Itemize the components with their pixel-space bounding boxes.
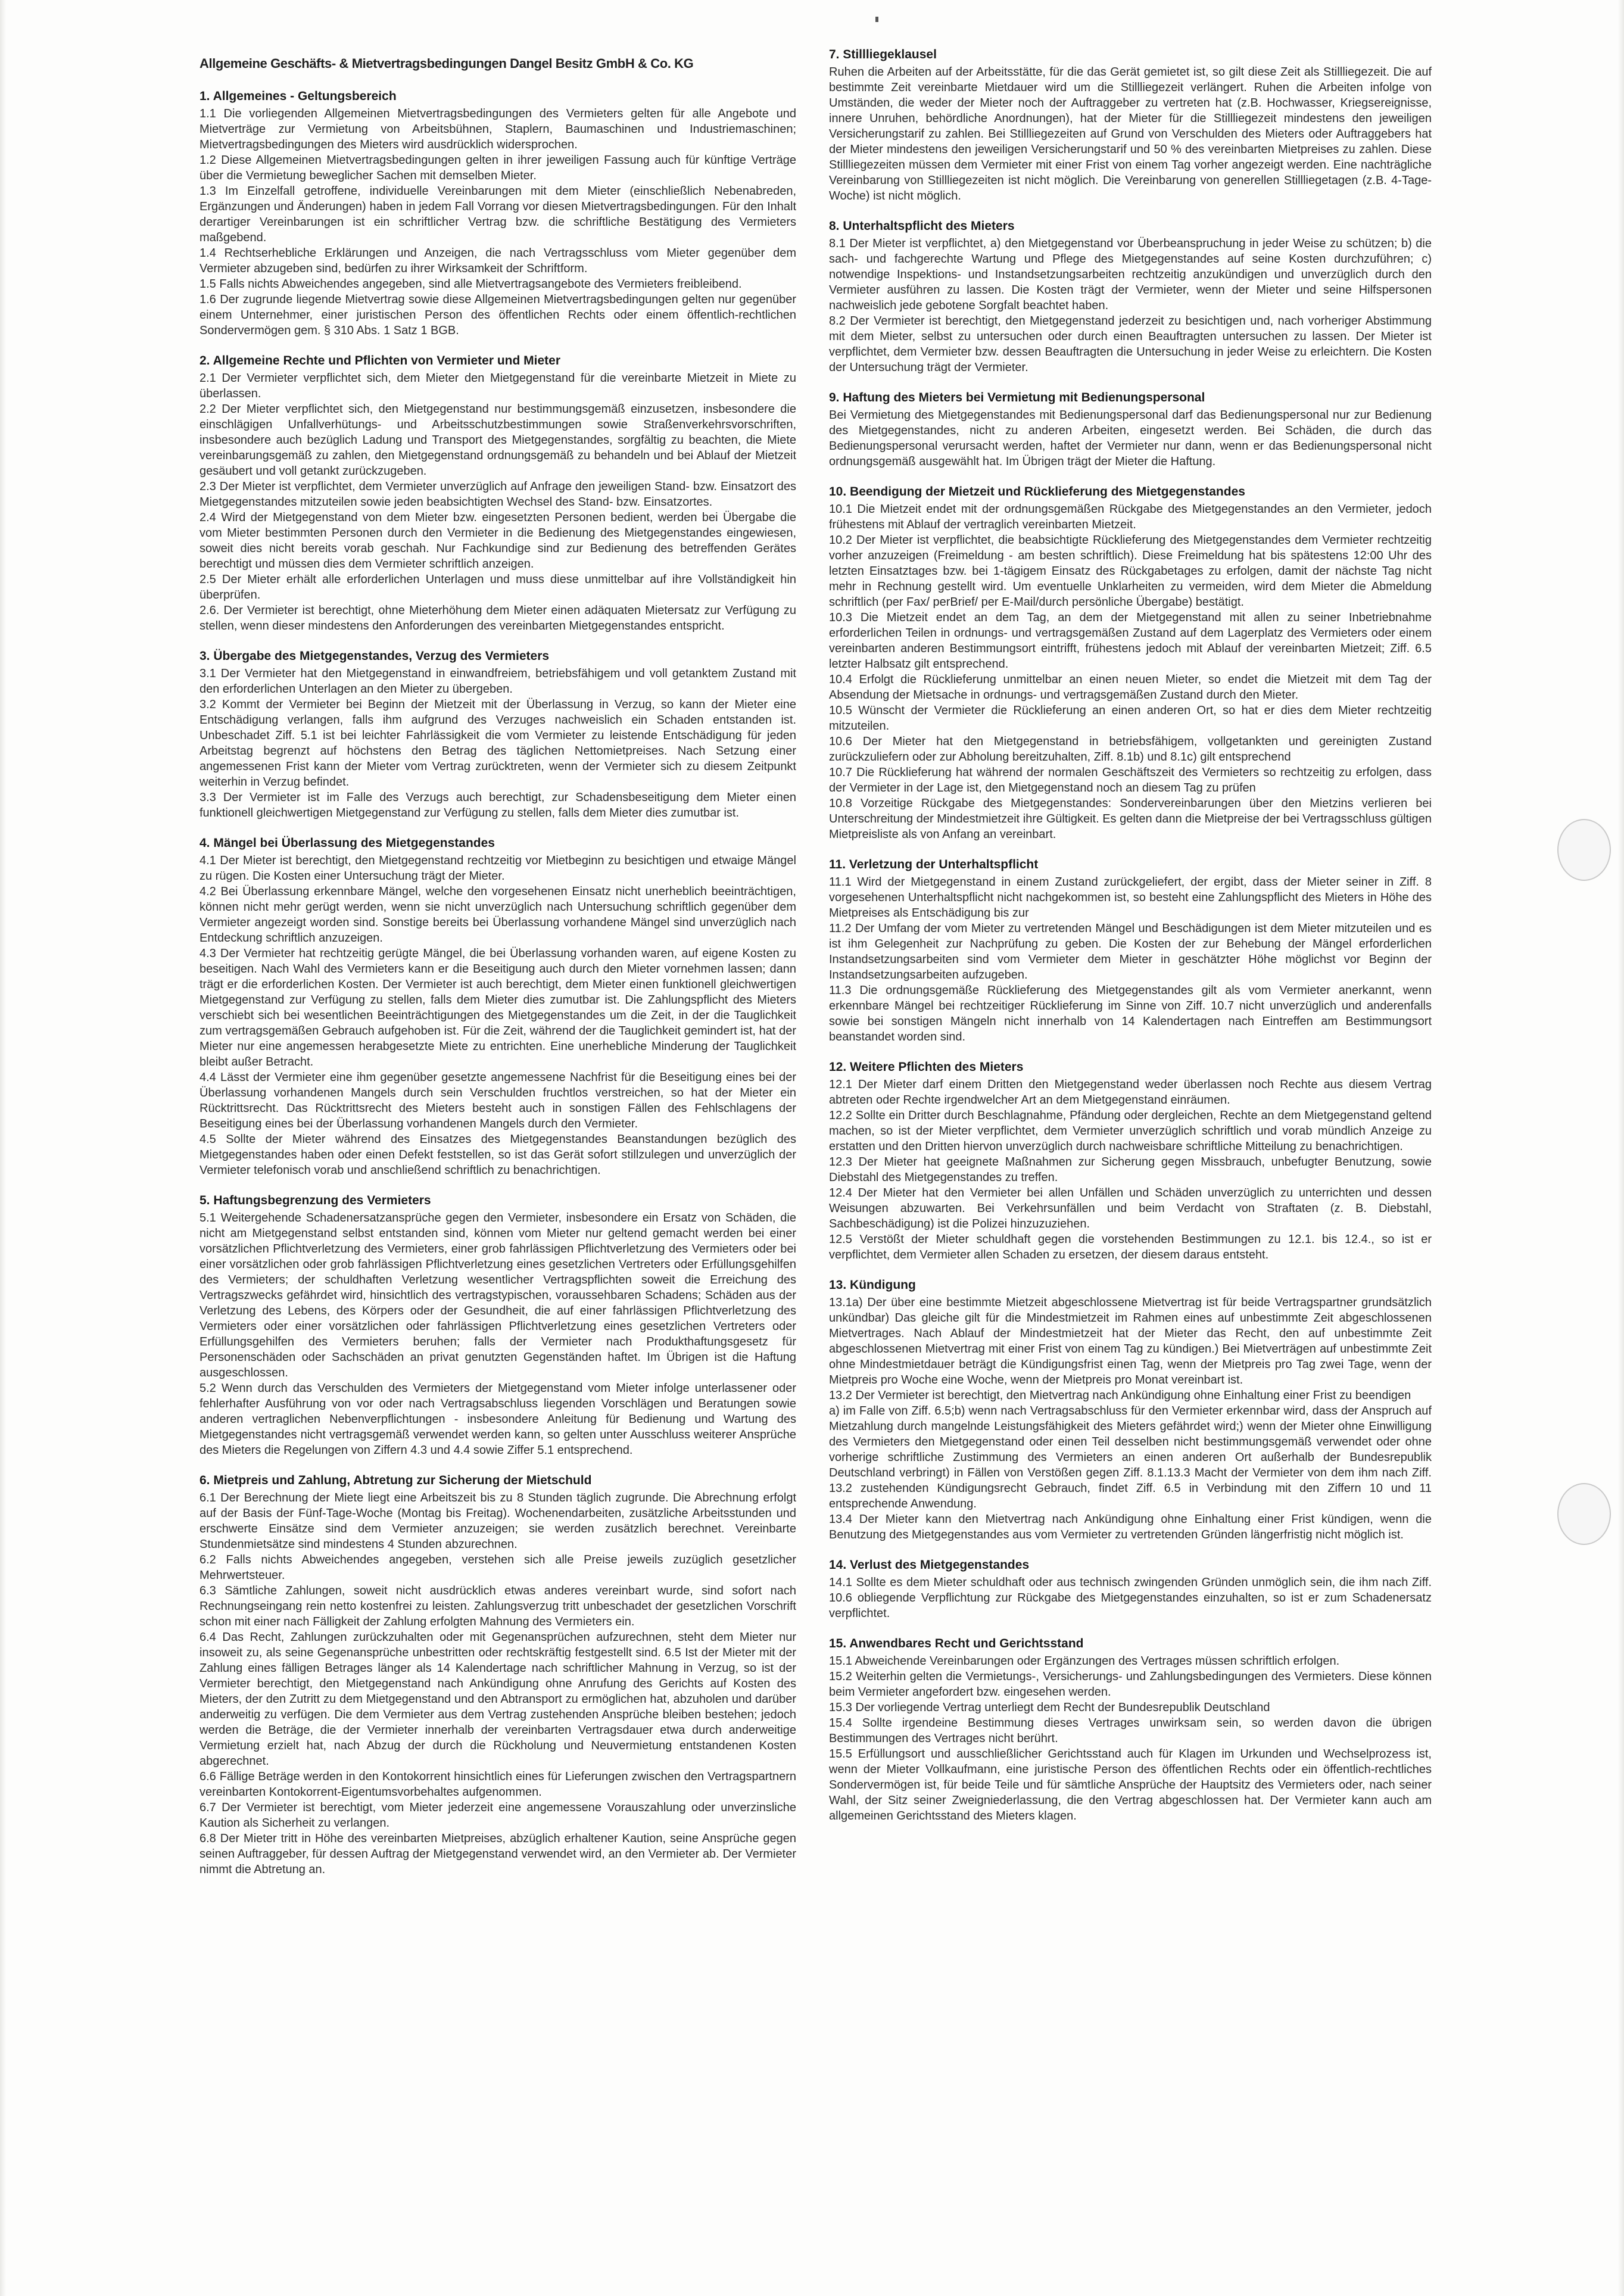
paragraph: 12.3 Der Mieter hat geeignete Maßnahmen zur Sicherung gegen Missbrauch, unbefugter Benutzung, sowie Diebstahl des Mietgegenstandes zu treffen.	[829, 1155, 1432, 1184]
section-title: 4. Mängel bei Überlassung des Mietgegenstandes	[200, 836, 495, 850]
paragraph: 5.1 Weitergehende Schadenersatzansprüche gegen den Vermieter, insbesondere ein Ersatz von Schäden, die nicht am Mietgegenstand selbst entstanden sind, können vom Mieter nur geltend gemacht werden bei einer vorsätzlichen Pflichtverletzung des Vermieters, einer grob fahrlässigen Pflichtverletzung des Vermieters oder bei einer vorsätzlichen oder grob fahrlässigen Pflichtverletzung eines gesetzlichen Vertreters oder Erfüllungsgehilfen des Vermieters; der schuldhaften Verletzung wesentlicher Vertragspflichten soweit die Erreichung des Vertragszwecks gefährdet wird, hinsichtlich des vertragstypischen, voraussehbaren Schadens; Schäden aus der Verletzung des Lebens, des Körpers oder der Gesundheit, die auf einer fahrlässigen Pflichtverletzung des Vermieters oder einer vorsätzlichen oder fahrlässigen Pflichtverletzung eines gesetzlichen Vertreters oder Erfüllungsgehilfen des Vermieters beruhen; falls der Vermieter nach Produkthaftungsgesetz für Personenschäden oder Sachschäden an privat genutzten Gegenständen haftet. Im Übrigen ist die Haftung ausgeschlossen.	[200, 1211, 796, 1379]
paragraph: 2.1 Der Vermieter verpflichtet sich, dem Mieter den Mietgegenstand für die vereinbarte Mietzeit in Miete zu überlassen.	[200, 372, 796, 400]
paragraph: 11.2 Der Umfang der vom Mieter zu vertretenden Mängel und Beschädigungen ist dem Mieter mitzuteilen und es ist ihm Gelegenheit zur Nachprüfung zu geben. Die Kosten der zur Behebung der Mängel erforderlichen Instandsetzungsarbeiten sind vom Vermieter dem Mieter in geschätzter Höhe möglichst vor Beginn der Instandsetzungsarbeiten aufzugeben.	[829, 922, 1432, 982]
paragraph: 8.2 Der Vermieter ist berechtigt, den Mietgegenstand jederzeit zu besichtigen und, nach vorheriger Abstimmung mit dem Mieter, selbst zu untersuchen oder durch einen Beauftragten untersuchen zu lassen. Der Mieter ist verpflichtet, dem Vermieter bzw. dessen Beauftragten die Untersuchung in jeder Weise zu erleichtern. Die Kosten der Untersuchung trägt der Vermieter.	[829, 314, 1432, 374]
section-13	[829, 1278, 1432, 1543]
paragraph: 6.8 Der Mieter tritt in Höhe des vereinbarten Mietpreises, abzüglich erhaltener Kaution, seine Ansprüche gegen seinen Auftraggeber, für dessen Auftrag der Mietgegenstand verwendet wird, an den Vermieter ab. Der Vermieter nimmt die Abtretung an.	[200, 1832, 796, 1876]
section-title: 13. Kündigung	[829, 1278, 916, 1292]
paragraph: 12.5 Verstößt der Mieter schuldhaft gegen die vorstehenden Bestimmungen zu 12.1. bis 12.4., so ist er verpflichtet, dem Vermieter allen Schaden zu ersetzen, der diesem daraus entsteht.	[829, 1233, 1432, 1261]
paragraph: 1.6 Der zugrunde liegende Mietvertrag sowie diese Allgemeinen Mietvertragsbedingungen gelten nur gegenüber einem Unternehmer, einer juristischen Person des öffentlichen Rechts oder einem öffentlich-rechtlichen Sondervermögen gem. § 310 Abs. 1 Satz 1 BGB.	[200, 293, 796, 337]
paragraph: 4.3 Der Vermieter hat rechtzeitig gerügte Mängel, die bei Überlassung vorhanden waren, auf eigene Kosten zu beseitigen. Nach Wahl des Vermieters kann er die Beseitigung auch durch den Mieter vornehmen lassen; dann trägt er die erforderlichen Kosten. Der Vermieter ist auch berechtigt, dem Mieter einen funktionell gleichwertigen Mietgegenstand zur Verfügung zu stellen, falls dem Mieter dies zumutbar ist. Die Zahlungspflicht des Mieters verschiebt sich bei wesentlichen Beeinträchtigungen des Mietgegenstandes um die Zeit, in der die Tauglichkeit zum vertragsgemäßen Gebrauch aufgehoben ist. Für die Zeit, während der die Tauglichkeit gemindert ist, hat der Mieter nur eine angemessen herabgesetzte Miete zu entrichten. Eine unerhebliche Minderung der Tauglichkeit bleibt außer Betracht.	[200, 947, 796, 1068]
paragraph: 13.4 Der Mieter kann den Mietvertrag nach Ankündigung ohne Einhaltung einer Frist kündigen, wenn die Benutzung des Mietgegenstandes aus vom Vermieter zu vertretenden Gründen längerfristig nicht möglich ist.	[829, 1513, 1432, 1541]
section-12	[829, 1060, 1432, 1263]
paragraph: 15.4 Sollte irgendeine Bestimmung dieses Vertrages unwirksam sein, so werden davon die übrigen Bestimmungen des Vertrages nicht berührt.	[829, 1716, 1432, 1745]
paragraph: 13.1a) Der über eine bestimmte Mietzeit abgeschlossene Mietvertrag ist für beide Vertragspartner grundsätzlich unkündbar) Das gleiche gilt für die Mindestmietzeit im Rahmen eines auf unbestimmte Zeit abgeschlossenen Mietvertrages. Nach Ablauf der Mindestmietzeit hat der Mieter das Recht, den auf unbestimmte Zeit abgeschlossenen Mietvertrag mit einer Frist von einem Tag zu kündigen.) Bei Mietverträgen auf unbestimmte Zeit ohne Mindestmietdauer beträgt die Kündigungsfrist einen Tag, wenn der Mietpreis pro Tag zwei Tage, wenn der Mietpreis pro Woche eine Woche, wenn der Mietpreis pro Monat vereinbart ist.	[829, 1296, 1432, 1387]
scan-edge-left	[0, 0, 6, 2296]
paragraph: 13.2 Der Vermieter ist berechtigt, den Mietvertrag nach Ankündigung ohne Einhaltung einer Frist zu beendigen	[829, 1389, 1411, 1402]
paragraph: 11.3 Die ordnungsgemäße Rücklieferung des Mietgegenstandes gilt als vom Vermieter anerkannt, wenn erkennbare Mängel bei rechtzeitiger Rücklieferung im Sinne von Ziff. 10.7 nicht unverzüglich und anderenfalls sowie bei sonstigen Mängeln nicht innerhalb von 14 Kalendertagen nach Eintreffen am Bestimmungsort beanstandet worden sind.	[829, 984, 1432, 1043]
paragraph: 10.3 Die Mietzeit endet an dem Tag, an dem der Mietgegenstand mit allen zu seiner Inbetriebnahme erforderlichen Teilen in ordnungs- und vertragsgemäßen Zustand auf dem Lagerplatz des Vermieters oder einem vereinbarten anderen Bestimmungsort eintrifft, frühestens jedoch mit Ablauf der vereinbarten Mietzeit; Ziff. 6.5 letzter Halbsatz gilt entsprechend.	[829, 611, 1432, 671]
paragraph: 10.7 Die Rücklieferung hat während der normalen Geschäftszeit des Vermieters so rechtzeitig zu erfolgen, dass der Vermieter in der Lage ist, den Mietgegenstand noch an diesem Tag zu prüfen	[829, 766, 1432, 795]
section-9	[829, 391, 1432, 469]
paragraph: 15.5 Erfüllungsort und ausschließlicher Gerichtsstand auch für Klagen im Urkunden und Wechselprozess ist, wenn der Mieter Vollkaufmann, eine juristische Person des öffentlichen Rechts oder ein öffentlich-rechtliches Sondervermögen ist, für beide Teile und für sämtliche Ansprüche der Hauptsitz des Vermieters oder, nach seiner Wahl, der Sitz seiner Zweigniederlassung, die den Vertrag abgeschlossen hat. Der Vermieter kann auch am allgemeinen Gerichtsstand des Mieters klagen.	[829, 1747, 1432, 1823]
paragraph: 2.6. Der Vermieter ist berechtigt, ohne Mieterhöhung dem Mieter einen adäquaten Mietersatz zur Verfügung zu stellen, wenn dieser mindestens den Anforderungen des vereinbarten Mietgegenstandes entspricht.	[200, 604, 796, 633]
section-5	[200, 1194, 796, 1458]
paragraph: 6.1 Der Berechnung der Miete liegt eine Arbeitszeit bis zu 8 Stunden täglich zugrunde. Die Abrechnung erfolgt auf der Basis der Fünf-Tage-Woche (Montag bis Freitag). Wochenendarbeiten, zusätzliche Arbeitsstunden und erschwerte Einsätze sind dem Vermieter anzuzeigen; sie werden zusätzlich berechnet. Vereinbarte Stundenmietsätze sind mindestens 4 Stunden abzurechnen.	[200, 1491, 796, 1551]
section-15	[829, 1637, 1432, 1824]
paragraph: 4.4 Lässt der Vermieter eine ihm gegenüber gesetzte angemessene Nachfrist für die Beseitigung eines bei der Überlassung vorhandenen Mangels durch sein Verschulden fruchtlos verstreichen, so hat der Mieter ein Rücktrittsrecht. Das Rücktrittsrecht des Mieters besteht auch in sonstigen Fällen des Fehlschlagens der Beseitigung eines bei der Überlassung vorhandenen Mangels durch den Vermieter.	[200, 1071, 796, 1130]
paragraph: 10.4 Erfolgt die Rücklieferung unmittelbar an einen neuen Mieter, so endet die Mietzeit mit dem Tag der Absendung der Mietsache in ordnungs- und vertragsgemäßen Zustand durch den Mieter.	[829, 673, 1432, 702]
left-column	[200, 48, 796, 1893]
section-1	[200, 89, 796, 338]
paragraph: 10.5 Wünscht der Vermieter die Rücklieferung an einen anderen Ort, so hat er dies dem Mieter rechtzeitig mitzuteilen.	[829, 704, 1432, 733]
punch-hole-lower	[1557, 1483, 1611, 1545]
paragraph: 3.3 Der Vermieter ist im Falle des Verzugs auch berechtigt, zur Schadensbeseitigung dem Mieter einen funktionell gleichwertigen Mietgegenstand zur Verfügung zu stellen, falls dem Mieter dies zumutbar ist.	[200, 791, 796, 820]
paragraph: a) im Falle von Ziff. 6.5;b) wenn nach Vertragsabschluss für den Vermieter erkennbar wird, dass der Anspruch auf Mietzahlung durch mangelnde Leistungsfähigkeit des Mieters gefährdet wird;) wenn der Mieter ohne Einwilligung des Vermieters den Mietgegenstand oder einen Teil desselben nicht bestimmungsgemäß verwendet oder ohne vorherige schriftliche Zustimmung des Vermieters an einen anderen Ort außerhalb der Bundesrepublik Deutschland verbringt) in Fällen von Verstößen gegen Ziff. 8.1.13.3 Macht der Vermieter von dem ihm nach Ziff. 13.2 zustehenden Kündigungsrecht Gebrauch, findet Ziff. 6.5 in Verbindung mit den Ziffern 10 und 11 entsprechende Anwendung.	[829, 1404, 1432, 1510]
paragraph: 12.2 Sollte ein Dritter durch Beschlagnahme, Pfändung oder dergleichen, Rechte an dem Mietgegenstand geltend machen, so ist der Mieter verpflichtet, dem Vermieter unverzüglich schriftlich und vorab mündlich Anzeige zu erstatten und den Dritten hiervon unverzüglich durch nachweisbare schriftliche Mitteilung zu benachrichtigen.	[829, 1109, 1432, 1153]
paragraph: 10.2 Der Mieter ist verpflichtet, die beabsichtigte Rücklieferung des Mietgegenstandes dem Vermieter rechtzeitig vorher anzuzeigen (Freimeldung - am besten schriftlich). Diese Freimeldung hat bis spätestens 12:00 Uhr des letzten Einsatztages bzw. bei 1-tägigem Einsatz des Rückgabetages zu erfolgen, damit der nächste Tag nicht mehr in Rechnung gestellt wird. Um eventuelle Unklarheiten zu vermeiden, wird dem Mieter die Abmeldung schriftlich (per Fax/ perBrief/ per E-Mail/durch persönliche Übergabe) bestätigt.	[829, 534, 1432, 609]
paragraph: 6.7 Der Vermieter ist berechtigt, vom Mieter jederzeit eine angemessene Vorauszahlung oder unverzinsliche Kaution als Sicherheit zu verlangen.	[200, 1801, 796, 1830]
paragraph: 11.1 Wird der Mietgegenstand in einem Zustand zurückgeliefert, der ergibt, dass der Mieter seiner in Ziff. 8 vorgesehenen Unterhaltspflicht nicht nachgekommen ist, so besteht eine Zahlungspflicht des Mieters in Höhe des Mietpreises als Entschädigung bis zur	[829, 876, 1432, 920]
paragraph: 10.8 Vorzeitige Rückgabe des Mietgegenstandes: Sondervereinbarungen über den Mietzins verlieren bei Unterschreitung der Mindestmietzeit ihre Gültigkeit. Es gelten dann die Mietpreise der bei Vertragsschluss gültigen Mietpreisliste als von Anfang an vereinbart.	[829, 797, 1432, 841]
paragraph: 4.2 Bei Überlassung erkennbare Mängel, welche den vorgesehenen Einsatz nicht unerheblich beeinträchtigen, können nicht mehr gerügt werden, wenn sie nicht unverzüglich nach Untersuchung schriftlich gegenüber dem Vermieter angezeigt worden sind. Sonstige bereits bei Überlassung vorhandene Mängel sind unverzüglich nach Entdeckung schriftlich anzuzeigen.	[200, 885, 796, 945]
paragraph: 2.4 Wird der Mietgegenstand von dem Mieter bzw. eingesetzten Personen bedient, werden bei Übergabe die vom Mieter bestimmten Personen durch den Vermieter in die Bedienung des Mietgegenstandes eingewiesen, soweit dies nicht bereits vorab geschah. Nur Fachkundige sind zur Bedienung des betreffenden Gerätes berechtigt und müssen dies dem Vermieter schriftlich anzeigen.	[200, 511, 796, 571]
section-3	[200, 649, 796, 821]
scan-edge-right	[1618, 0, 1624, 2296]
paragraph: 6.4 Das Recht, Zahlungen zurückzuhalten oder mit Gegenansprüchen aufzurechnen, steht dem Mieter nur insoweit zu, als seine Gegenansprüche unbestritten oder rechtskräftig festgestellt sind. 6.5 Ist der Mieter mit der Zahlung eines fälligen Betrages länger als 14 Kalendertage nach schriftlicher Mahnung in Verzug, so ist der Vermieter berechtigt, den Mietgegenstand nach Ankündigung ohne Anrufung des Gerichts auf Kosten des Mieters, der den Zutritt zu dem Mietgegenstand und den Abtransport zu ermöglichen hat, abzuholen und darüber anderweitig zu verfügen. Die dem Vermieter aus dem Vertrag zustehenden Ansprüche bleiben bestehen; jedoch werden die Beträge, die der Vermieter innerhalb der vereinbarten Vertragsdauer etwa durch anderweitige Vermietung erzielt hat, nach Abzug der durch die Rückholung und Neuvermietung entstandenen Kosten abgerechnet.	[200, 1631, 796, 1768]
paragraph: Bei Vermietung des Mietgegenstandes mit Bedienungspersonal darf das Bedienungspersonal nur zur Bedienung des Mietgegenstandes, nicht zu anderen Arbeiten, eingesetzt werden. Bei Schäden, die durch das Bedienungspersonal verursacht werden, haftet der Vermieter nur dann, wenn er das Bedienungspersonal nicht ordnungsgemäß ausgewählt hat. Im Übrigen trägt der Mieter die Haftung.	[829, 409, 1432, 468]
right-column	[829, 48, 1432, 1839]
paragraph: 4.5 Sollte der Mieter während des Einsatzes des Mietgegenstandes Beanstandungen bezüglich des Mietgegenstandes haben oder einen Defekt feststellen, so ist das Gerät sofort stillzulegen und unverzüglich der Vermieter telefonisch vorab und anschließend schriftlich zu benachrichtigen.	[200, 1133, 796, 1177]
section-8	[829, 219, 1432, 375]
paragraph: 4.1 Der Mieter ist berechtigt, den Mietgegenstand rechtzeitig vor Mietbeginn zu besichtigen und etwaige Mängel zu rügen. Die Kosten einer Untersuchung trägt der Mieter.	[200, 854, 796, 883]
section-title: 5. Haftungsbegrenzung des Vermieters	[200, 1194, 431, 1207]
paragraph: Ruhen die Arbeiten auf der Arbeitsstätte, für die das Gerät gemietet ist, so gilt diese Zeit als Stillliegezeit. Die auf bestimmte Zeit vereinbarte Mietdauer wird um die Stillliegezeit verlängert. Ruhen die Arbeiten infolge von Umständen, die weder der Mieter noch der Auftraggeber zu vertreten hat (z.B. Hochwasser, Kriegsereignisse, innere Unruhen, behördliche Anordnungen), hat der Mieter für die Stillliegezeit mindestens den jeweiligen Versicherungstarif zu zahlen. Bei Stillliegezeiten auf Grund von Verschulden des Mieters oder Auftraggebers hat der Mieter mindestens den jeweiligen Versicherungstarif und 50 % des vereinbarten Mietpreises zu zahlen. Diese Stillliegezeiten müssen dem Vermieter mit einer Frist von einem Tag vorher angezeigt werden. Eine nachträgliche Vereinbarung von Stillliegezeiten ist nicht möglich. Die Vereinbarung von generellen Stillliegetagen (z.B. 4-Tage-Woche) ist nicht möglich.	[829, 66, 1432, 203]
section-title: 10. Beendigung der Mietzeit und Rücklieferung des Mietgegenstandes	[829, 485, 1245, 499]
section-title: 2. Allgemeine Rechte und Pflichten von Vermieter und Mieter	[200, 354, 561, 367]
paragraph: 14.1 Sollte es dem Mieter schuldhaft oder aus technisch zwingenden Gründen unmöglich sein, die ihm nach Ziff. 10.6 obliegende Verpflichtung zur Rückgabe des Mietgegenstandes einzuhalten, so ist er zum Schadenersatz verpflichtet.	[829, 1576, 1432, 1620]
section-title: 3. Übergabe des Mietgegenstandes, Verzug des Vermieters	[200, 649, 550, 663]
paragraph: 15.1 Abweichende Vereinbarungen oder Ergänzungen des Vertrages müssen schriftlich erfolgen.	[829, 1655, 1340, 1668]
paragraph: 5.2 Wenn durch das Verschulden des Vermieters der Mietgegenstand vom Mieter infolge unterlassener oder fehlerhafter Ausführung von vor oder nach Vertragsabschluss liegenden Vorschlägen und Beratungen sowie anderen vertraglichen Nebenverpflichtungen - insbesondere Anleitung für Bedienung und Wartung des Mietgegenstandes nicht vertragsgemäß verwendet werden kann, so gelten unter Ausschluss weiterer Ansprüche des Mieters die Regelungen von Ziffern 4.3 und 4.4 sowie Ziffer 5.1 entsprechend.	[200, 1382, 796, 1457]
paragraph: 2.5 Der Mieter erhält alle erforderlichen Unterlagen und muss diese unmittelbar auf ihre Vollständigkeit hin überprüfen.	[200, 573, 796, 602]
paragraph: 15.3 Der vorliegende Vertrag unterliegt dem Recht der Bundesrepublik Deutschland	[829, 1701, 1270, 1714]
paragraph: 1.3 Im Einzelfall getroffene, individuelle Vereinbarungen mit dem Mieter (einschließlich Nebenabreden, Ergänzungen und Änderungen) haben in jedem Fall Vorrang vor diesen Mietvertragsbedingungen. Für den Inhalt derartiger Vereinbarungen ist ein schriftlicher Vertrag bzw. die schriftliche Bestätigung des Vermieters maßgebend.	[200, 185, 796, 244]
paragraph: 8.1 Der Mieter ist verpflichtet, a) den Mietgegenstand vor Überbeanspruchung in jeder Weise zu schützen; b) die sach- und fachgerechte Wartung und Pflege des Mietgegenstandes auf seine Kosten durchzuführen; c) notwendige Inspektions- und Instandsetzungsarbeiten rechtzeitig anzukündigen und unverzüglich durch den Vermieter ausführen zu lassen. Die Kosten trägt der Vermieter, wenn der Mieter und seine Hilfspersonen nachweislich jede gebotene Sorgfalt beachtet haben.	[829, 237, 1432, 312]
section-title: 12. Weitere Pflichten des Mieters	[829, 1060, 1024, 1074]
paragraph: 3.1 Der Vermieter hat den Mietgegenstand in einwandfreiem, betriebsfähigem und voll getanktem Zustand mit den erforderlichen Unterlagen an den Mieter zu übergeben.	[200, 667, 796, 696]
section-14	[829, 1558, 1432, 1621]
section-7	[829, 48, 1432, 204]
section-2	[200, 354, 796, 634]
paragraph: 2.2 Der Mieter verpflichtet sich, den Mietgegenstand nur bestimmungsgemäß einzusetzen, insbesondere die einschlägigen Unfallverhütungs- und Arbeitsschutzbestimmungen sowie Straßenverkehrsvorschriften, insbesondere auch bezüglich Ladung und Transport des Mietgegenstandes, sorgfältig zu beachten, die Miete vereinbarungsgemäß zu zahlen, den Mietgegenstand ordnungsgemäß zu behandeln und bei Ablauf der Mietzeit gesäubert und voll getankt zurückzugeben.	[200, 403, 796, 478]
section-6	[200, 1473, 796, 1877]
scan-speck	[875, 17, 878, 22]
section-title: 11. Verletzung der Unterhaltspflicht	[829, 858, 1039, 871]
paragraph: 1.4 Rechtserhebliche Erklärungen und Anzeigen, die nach Vertragsschluss vom Mieter gegenüber dem Vermieter abzugeben sind, bedürfen zu ihrer Wirksamkeit der Schriftform.	[200, 247, 796, 275]
section-4	[200, 836, 796, 1178]
section-title: 14. Verlust des Mietgegenstandes	[829, 1558, 1030, 1572]
paragraph: 12.1 Der Mieter darf einem Dritten den Mietgegenstand weder überlassen noch Rechte aus diesem Vertrag abtreten oder Rechte irgendwelcher Art an dem Mietgegenstand einräumen.	[829, 1078, 1432, 1107]
paragraph: 10.1 Die Mietzeit endet mit der ordnungsgemäßen Rückgabe des Mietgegenstandes an den Vermieter, jedoch frühestens mit Ablauf der vertraglich vereinbarten Mietzeit.	[829, 503, 1432, 531]
paragraph: 15.2 Weiterhin gelten die Vermietungs-, Versicherungs- und Zahlungsbedingungen des Vermieters. Diese können beim Vermieter angefordert bzw. eingesehen werden.	[829, 1670, 1432, 1699]
paragraph: 3.2 Kommt der Vermieter bei Beginn der Mietzeit mit der Überlassung in Verzug, so kann der Mieter eine Entschädigung verlangen, falls ihm aufgrund des Verzuges nachweislich ein Schaden entstanden ist. Unbeschadet Ziff. 5.1 ist bei leichter Fahrlässigkeit die vom Vermieter zu leistende Entschädigung für jeden Arbeitstag begrenzt auf höchstens den Betrag des täglichen Nettomietpreises. Nach Setzung einer angemessenen Frist kann der Mieter vom Vertrag zurücktreten, wenn der Vermieter sich zu diesem Zeitpunkt weiterhin in Verzug befindet.	[200, 698, 796, 789]
punch-hole-upper	[1557, 819, 1611, 881]
document-title: Allgemeine Geschäfts- & Mietvertragsbedingungen Dangel Besitz GmbH & Co. KG	[200, 56, 694, 71]
paragraph: 2.3 Der Mieter ist verpflichtet, dem Vermieter unverzüglich auf Anfrage den jeweiligen Stand- bzw. Einsatzort des Mietgegenstandes mitzuteilen sowie jeden beabsichtigten Wechsel des Stand- bzw. Einsatzortes.	[200, 480, 796, 509]
paragraph: 6.6 Fällige Beträge werden in den Kontokorrent hinsichtlich eines für Lieferungen zwischen den Vertragspartnern vereinbarten Kontokorrent-Eigentumsvorbehaltes aufgenommen.	[200, 1770, 796, 1799]
section-title: 8. Unterhaltspflicht des Mieters	[829, 219, 1015, 233]
section-title: 1. Allgemeines - Geltungsbereich	[200, 89, 397, 103]
section-10	[829, 485, 1432, 842]
section-title: 15. Anwendbares Recht und Gerichtsstand	[829, 1637, 1084, 1650]
paragraph: 10.6 Der Mieter hat den Mietgegenstand in betriebsfähigem, vollgetankten und gereinigten Zustand zurückzuliefern oder zur Abholung bereitzuhalten, Ziff. 8.1b) und 8.1c) gilt entsprechend	[829, 735, 1432, 764]
section-title: 6. Mietpreis und Zahlung, Abtretung zur Sicherung der Mietschuld	[200, 1473, 592, 1487]
paragraph: 1.2 Diese Allgemeinen Mietvertragsbedingungen gelten in ihrer jeweiligen Fassung auch für künftige Verträge über die Vermietung beweglicher Sachen mit demselben Mieter.	[200, 154, 796, 182]
section-title: 7. Stillliegeklausel	[829, 48, 937, 61]
section-title: 9. Haftung des Mieters bei Vermietung mit Bedienungspersonal	[829, 391, 1205, 404]
paragraph: 1.1 Die vorliegenden Allgemeinen Mietvertragsbedingungen des Vermieters gelten für alle Angebote und Mietverträge zur Vermietung von Arbeitsbühnen, Staplern, Baumaschinen und Industriemaschinen; Mietvertragsbedingungen des Mieters wird ausdrücklich widersprochen.	[200, 107, 796, 151]
paragraph: 6.2 Falls nichts Abweichendes angegeben, verstehen sich alle Preise jeweils zuzüglich gesetzlicher Mehrwertsteuer.	[200, 1553, 796, 1582]
paragraph: 12.4 Der Mieter hat den Vermieter bei allen Unfällen und Schäden unverzüglich zu unterrichten und dessen Weisungen abzuwarten. Bei Verkehrsunfällen und beim Verdacht von Straftaten (z. B. Diebstahl, Sachbeschädigung) ist die Polizei hinzuzuziehen.	[829, 1186, 1432, 1230]
section-11	[829, 858, 1432, 1045]
paragraph: 6.3 Sämtliche Zahlungen, soweit nicht ausdrücklich etwas anderes vereinbart wurde, sind sofort nach Rechnungseingang rein netto kostenfrei zu leisten. Zahlungsverzug tritt unbeschadet der gesetzlichen Vorschrift schon mit einer nach Fälligkeit der Zahlung erfolgten Mahnung des Vermieters ein.	[200, 1584, 796, 1628]
paragraph: 1.5 Falls nichts Abweichendes angegeben, sind alle Mietvertragsangebote des Vermieters freibleibend.	[200, 278, 742, 291]
